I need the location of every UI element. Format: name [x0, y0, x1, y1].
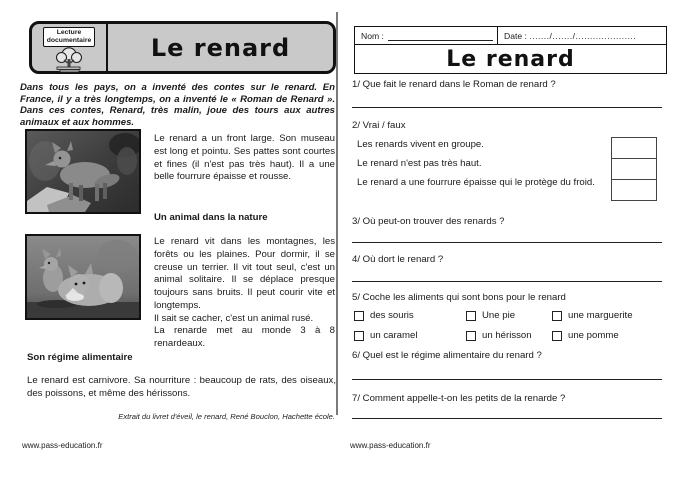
- fox-standing-photo: [25, 129, 141, 214]
- nom-label: Nom :: [361, 30, 384, 41]
- fox-with-cub-photo: [25, 234, 141, 320]
- right-header-table: [354, 26, 667, 74]
- food-option-herisson[interactable]: [466, 330, 532, 341]
- paragraph-diet: Le renard est carnivore. Sa nourriture : beaucoup de rats, des oiseaux, des poissons, et même des hérissons.: [27, 375, 336, 399]
- paragraph-habitat-b: Il sait se cacher, c'est un animal rusé.: [154, 312, 314, 324]
- vf-answer-box-1[interactable]: [611, 137, 657, 159]
- paragraph-habitat-a: Le renard vit dans les montagnes, les forêts ou les plaines. Pour dormir, il se creuse un terrier. Il vit tout seul, c'est un animal solitaire. Il se déplace presque toujours sans bruits. Il peut courir vite et longtemps.: [154, 236, 335, 311]
- badge-label-line2: documentaire: [46, 36, 92, 44]
- food-option-pie[interactable]: [466, 310, 515, 321]
- checkbox-icon[interactable]: [552, 331, 562, 341]
- date-label: Date :: [504, 30, 527, 41]
- answer-line-1[interactable]: [352, 107, 662, 108]
- checkbox-icon[interactable]: [466, 331, 476, 341]
- tree-books-icon: [51, 47, 87, 78]
- answer-line-3[interactable]: [352, 242, 662, 243]
- question-2: 2/ Vrai / faux: [352, 120, 406, 131]
- question-1: 1/ Que fait le renard dans le Roman de renard ?: [352, 79, 556, 90]
- question-5: 5/ Coche les aliments qui sont bons pour le renard: [352, 292, 566, 303]
- left-page-title: Le renard: [150, 33, 291, 62]
- checkbox-icon[interactable]: [466, 311, 476, 321]
- food-option-pomme[interactable]: [552, 330, 619, 341]
- question-6: 6/ Quel est le régime alimentaire du renard ?: [352, 350, 542, 361]
- food-option-caramel[interactable]: [354, 330, 417, 341]
- checkbox-icon[interactable]: [354, 331, 364, 341]
- paragraph-habitat: [154, 236, 335, 351]
- food-option-label: une pomme: [568, 330, 619, 341]
- question-7: 7/ Comment appelle-t-on les petits de la renarde ?: [352, 393, 566, 404]
- right-page-title: Le renard: [446, 46, 575, 72]
- vf-statement-1: Les renards vivent en groupe.: [357, 139, 484, 150]
- heading-nature: Un animal dans la nature: [154, 212, 268, 223]
- checkbox-icon[interactable]: [552, 311, 562, 321]
- lecture-documentaire-badge: [32, 24, 108, 71]
- checkbox-icon[interactable]: [354, 311, 364, 321]
- answer-line-6[interactable]: [352, 379, 662, 380]
- vf-statement-3: Le renard a une fourrure épaisse qui le protège du froid.: [357, 177, 595, 188]
- date-cell: [498, 31, 666, 41]
- vf-answer-box-3[interactable]: [611, 179, 657, 201]
- food-option-label: une marguerite: [568, 310, 633, 321]
- food-option-label: un hérisson: [482, 330, 532, 341]
- source-attribution: Extrait du livret d'éveil, le renard, René Bouclon, Hachette école.: [118, 412, 335, 421]
- paragraph-habitat-c: La renarde met au monde 3 à 8 renardeaux.: [154, 325, 335, 349]
- answer-line-7[interactable]: [352, 418, 662, 419]
- badge-label-line1: Lecture: [56, 29, 82, 36]
- right-footer-url: www.pass-education.fr: [350, 441, 431, 450]
- left-footer-url: www.pass-education.fr: [22, 441, 103, 450]
- vf-answer-box-2[interactable]: [611, 158, 657, 180]
- paragraph-description: Le renard a un front large. Son museau est long et pointu. Ses pattes sont courtes et fines (il n'est pas très haut). Il a une belle fourrure épaisse et rousse.: [154, 133, 335, 183]
- nom-cell: [355, 27, 498, 44]
- vf-statement-2: Le renard n'est pas très haut.: [357, 158, 482, 169]
- left-header-box: [29, 21, 336, 74]
- vrai-faux-boxes: [611, 137, 657, 201]
- question-3: 3/ Où peut-on trouver des renards ?: [352, 216, 505, 227]
- heading-diet: Son régime alimentaire: [27, 352, 133, 363]
- food-option-marguerite[interactable]: [552, 310, 633, 321]
- question-4: 4/ Où dort le renard ?: [352, 254, 444, 265]
- badge-label: [43, 27, 96, 47]
- food-option-label: des souris: [370, 310, 414, 321]
- food-option-label: Une pie: [482, 310, 516, 321]
- date-write-line[interactable]: ......./......./.....................: [529, 30, 637, 41]
- page-divider: [336, 12, 338, 415]
- nom-write-line[interactable]: [388, 30, 493, 41]
- food-option-souris[interactable]: [354, 310, 414, 321]
- intro-paragraph: Dans tous les pays, on a inventé des contes sur le renard. En France, il y a très longtemps, on a inventé le « Roman de Renard ». Dans ces contes, Renard, très malin, joue des tours aux autres animaux et aux hommes.: [20, 82, 335, 128]
- answer-line-4[interactable]: [352, 281, 662, 282]
- food-option-label: un caramel: [370, 330, 418, 341]
